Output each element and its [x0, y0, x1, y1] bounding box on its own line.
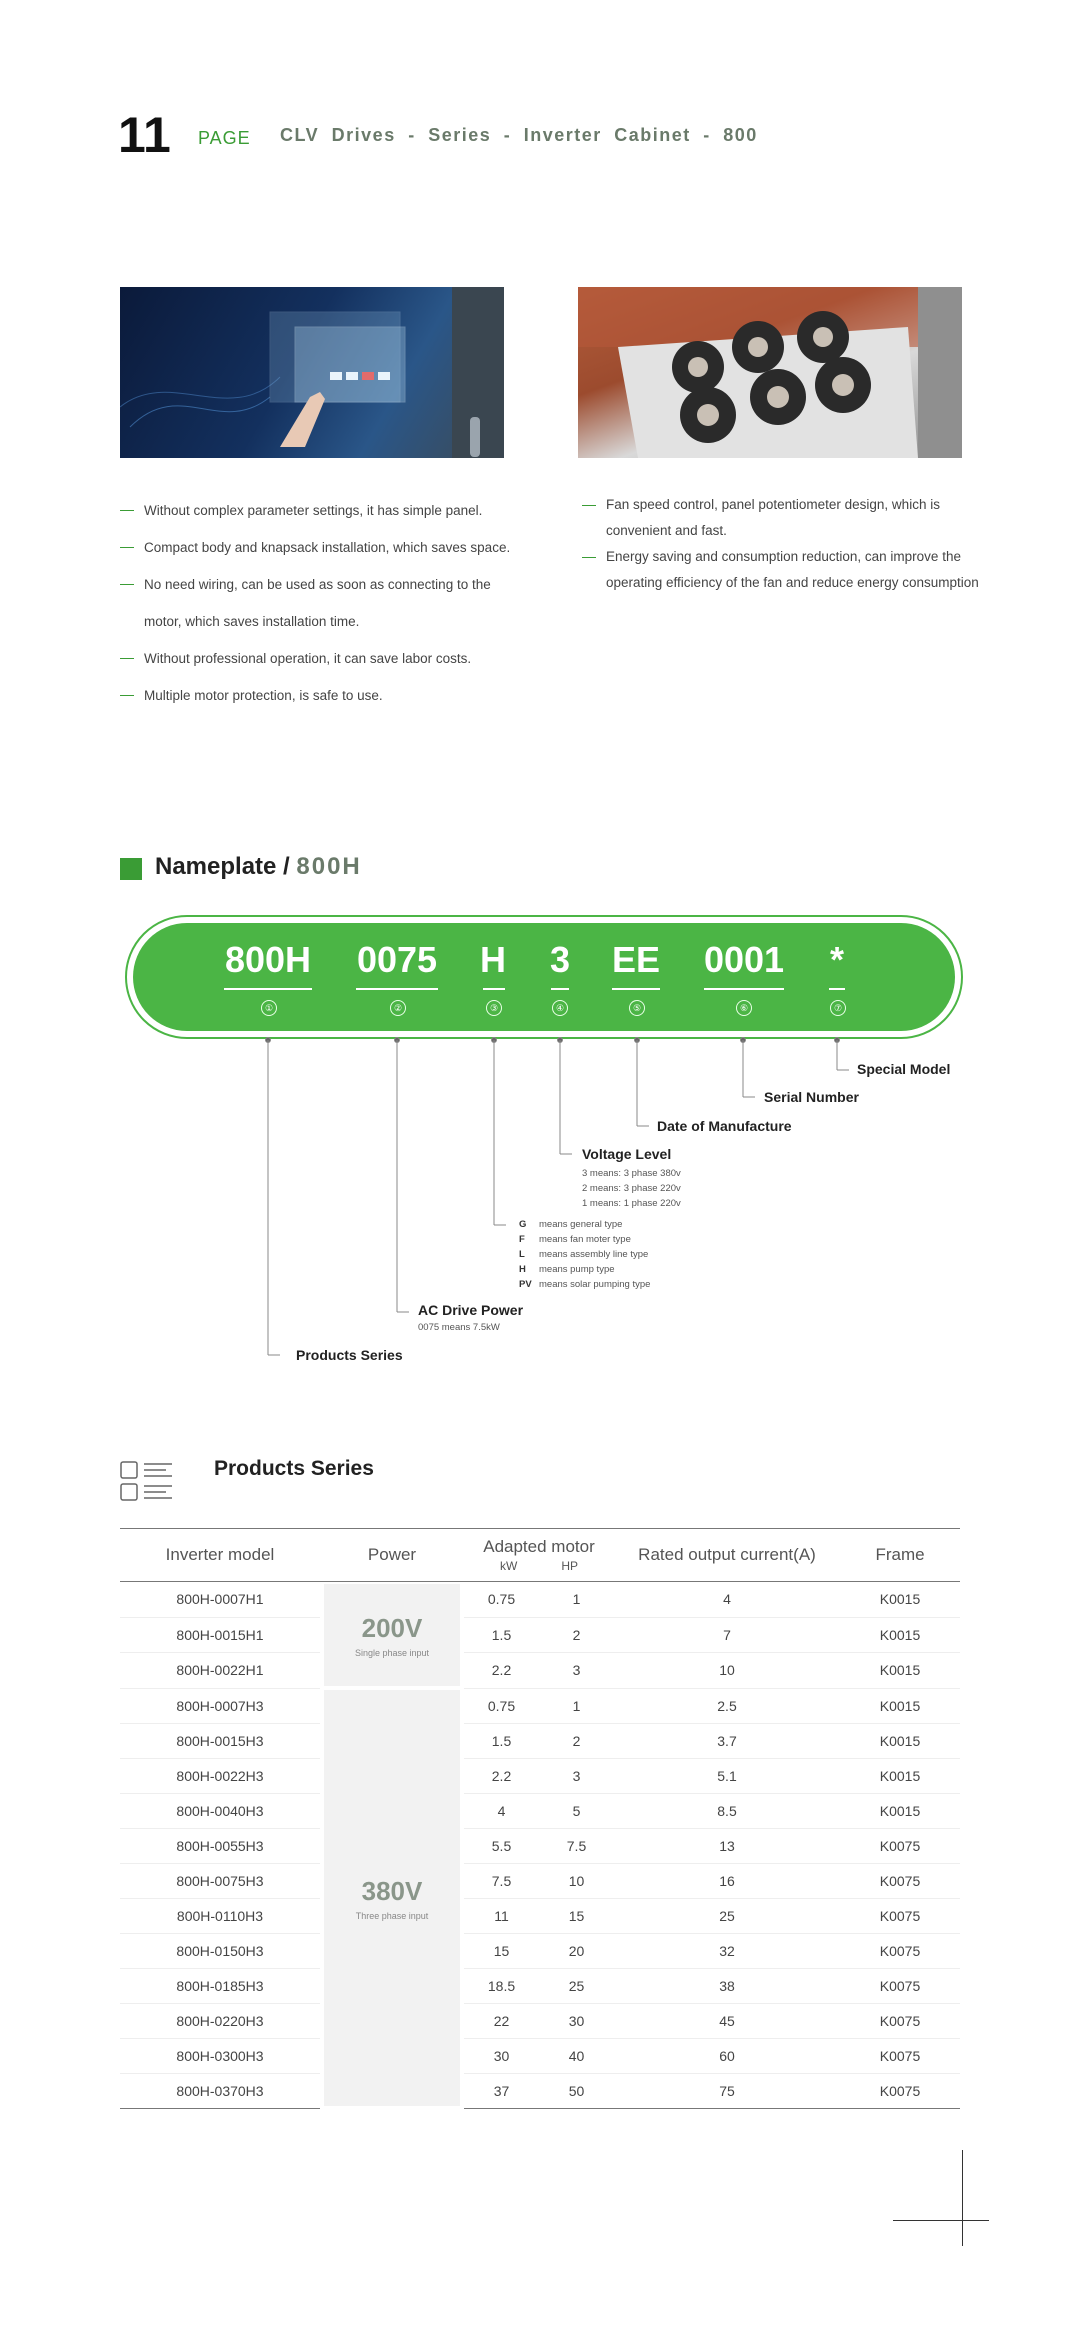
segment-underline — [356, 988, 438, 990]
table-row — [120, 1793, 960, 1828]
table-row — [120, 1828, 960, 1863]
cell-frame: K0075 — [840, 2038, 960, 2073]
label-serial-number: Serial Number — [764, 1089, 859, 1105]
cell-motor — [464, 1863, 614, 1898]
cell-motor — [464, 1758, 614, 1793]
feature-item: No need wiring, can be used as soon as connecting to the motor, which saves installation time. — [120, 566, 520, 640]
power-voltage: 200V — [361, 1612, 423, 1643]
segment-underline — [483, 988, 505, 990]
features-right-list — [582, 492, 982, 596]
cell-motor — [464, 1968, 614, 2003]
table-row — [120, 1863, 960, 1898]
label-ac-drive-power: AC Drive Power — [418, 1302, 524, 1318]
cooling-fans-photo — [578, 287, 962, 458]
cell-kw: 18.5 — [487, 1977, 516, 1994]
cell-frame: K0015 — [840, 1723, 960, 1758]
table-row — [120, 2038, 960, 2073]
cell-current: 13 — [614, 1828, 840, 1863]
power-group-box — [324, 1690, 460, 2106]
cell-current: 5.1 — [614, 1758, 840, 1793]
cell-model: 800H-0370H3 — [120, 2073, 320, 2108]
table-row — [120, 2073, 960, 2108]
cell-model: 800H-0022H3 — [120, 1758, 320, 1793]
cell-current: 45 — [614, 2003, 840, 2038]
type-desc: means pump type — [539, 1264, 615, 1275]
power-input-type: Three phase input — [355, 1910, 429, 1921]
cell-motor — [464, 1688, 614, 1723]
page-label: PAGE — [198, 128, 251, 148]
table-row — [120, 1653, 960, 1689]
power-voltage: 380V — [361, 1875, 423, 1906]
cell-model: 800H-0040H3 — [120, 1793, 320, 1828]
voltage-note: 3 means: 3 phase 380v — [582, 1168, 681, 1179]
cell-model: 800H-0150H3 — [120, 1933, 320, 1968]
cell-motor — [464, 1617, 614, 1653]
cell-kw: 1.5 — [491, 1732, 512, 1749]
col-header-hp: HP — [561, 1559, 578, 1573]
voltage-note: 1 means: 1 phase 220v — [582, 1198, 681, 1209]
power-group-cell — [320, 1582, 464, 1689]
type-code: G — [519, 1219, 527, 1230]
cell-motor — [464, 1723, 614, 1758]
list-icon — [120, 1460, 180, 1504]
cell-kw: 4 — [497, 1802, 506, 1819]
cell-motor — [464, 1898, 614, 1933]
cell-frame: K0075 — [840, 1828, 960, 1863]
cell-motor — [464, 2038, 614, 2073]
segment-number: ③ — [486, 1000, 502, 1016]
cell-current: 2.5 — [614, 1688, 840, 1723]
cell-hp: 2 — [572, 1626, 581, 1643]
feature-item: Multiple motor protection, is safe to use. — [120, 677, 520, 714]
type-code: PV — [519, 1279, 532, 1290]
type-desc: means fan moter type — [539, 1234, 631, 1245]
cell-frame: K0015 — [840, 1793, 960, 1828]
cell-hp: 10 — [568, 1872, 585, 1889]
segment-underline — [704, 988, 784, 990]
cell-model: 800H-0007H3 — [120, 1688, 320, 1723]
cell-current: 7 — [614, 1617, 840, 1653]
feature-item: Without professional operation, it can save labor costs. — [120, 640, 520, 677]
table-row — [120, 1617, 960, 1653]
cell-hp: 7.5 — [566, 1837, 587, 1854]
cell-hp: 15 — [568, 1907, 585, 1924]
cell-hp: 3 — [572, 1767, 581, 1784]
page-number: 11 — [118, 107, 171, 163]
cell-model: 800H-0110H3 — [120, 1898, 320, 1933]
cell-frame: K0015 — [840, 1758, 960, 1793]
feature-item: Fan speed control, panel potentiometer design, which is convenient and fast. — [582, 492, 982, 544]
cell-kw: 2.2 — [491, 1662, 512, 1679]
segment-number: ⑦ — [830, 1000, 846, 1016]
cell-model: 800H-0015H1 — [120, 1617, 320, 1653]
col-header-frame: Frame — [840, 1529, 960, 1582]
voltage-notes — [582, 1166, 681, 1211]
feature-item: Energy saving and consumption reduction, can improve the operating efficiency of the fan and reduce energy consumption — [582, 544, 982, 596]
cell-frame: K0075 — [840, 2073, 960, 2108]
cell-hp: 50 — [568, 2082, 585, 2099]
cell-current: 32 — [614, 1933, 840, 1968]
products-series-title: Products Series — [214, 1457, 374, 1480]
cell-current: 16 — [614, 1863, 840, 1898]
section-marker-icon — [120, 858, 142, 880]
nameplate-title — [155, 853, 362, 881]
col-header-power: Power — [320, 1529, 464, 1582]
power-group-box — [324, 1584, 460, 1686]
feature-item: Without complex parameter settings, it has simple panel. — [120, 492, 520, 529]
table-row — [120, 1968, 960, 2003]
type-code: F — [519, 1234, 525, 1245]
cell-motor — [464, 2003, 614, 2038]
control-panel-photo — [120, 287, 504, 458]
segment-number: ① — [261, 1000, 277, 1016]
segment-code: 3 — [549, 939, 571, 980]
segment-number: ② — [390, 1000, 406, 1016]
segment-code: 0075 — [356, 939, 438, 980]
type-code: H — [519, 1264, 526, 1275]
label-products-series: Products Series — [296, 1347, 403, 1363]
cell-frame: K0015 — [840, 1582, 960, 1618]
cell-current: 8.5 — [614, 1793, 840, 1828]
label-date-of-manufacture: Date of Manufacture — [657, 1118, 792, 1134]
voltage-note: 2 means: 3 phase 220v — [582, 1183, 681, 1194]
cell-frame: K0015 — [840, 1617, 960, 1653]
cell-frame: K0075 — [840, 1863, 960, 1898]
cell-current: 10 — [614, 1653, 840, 1689]
cell-current: 4 — [614, 1582, 840, 1618]
cell-hp: 25 — [568, 1977, 585, 1994]
cell-model: 800H-0220H3 — [120, 2003, 320, 2038]
cell-model: 800H-0055H3 — [120, 1828, 320, 1863]
cell-hp: 20 — [568, 1942, 585, 1959]
feature-item: Compact body and knapsack installation, which saves space. — [120, 529, 520, 566]
table-row — [120, 1933, 960, 1968]
label-voltage-level: Voltage Level — [582, 1146, 672, 1162]
cell-current: 60 — [614, 2038, 840, 2073]
cell-kw: 11 — [494, 1907, 509, 1924]
cell-frame: K0075 — [840, 1968, 960, 2003]
type-code-table — [519, 1217, 656, 1292]
cell-hp: 1 — [572, 1697, 581, 1714]
segment-code: * — [829, 939, 844, 980]
cell-kw: 5.5 — [491, 1837, 512, 1854]
cell-kw: 30 — [493, 2047, 510, 2064]
nameplate-model: 800H — [296, 853, 362, 880]
table-row — [120, 1723, 960, 1758]
segment-code: H — [480, 939, 506, 980]
cell-motor — [464, 1793, 614, 1828]
segment-code: 800H — [224, 939, 312, 980]
corner-mark — [962, 2150, 963, 2246]
segment-code: EE — [611, 939, 661, 980]
cell-hp: 5 — [572, 1802, 581, 1819]
cell-motor — [464, 2073, 614, 2108]
col-header-model: Inverter model — [120, 1529, 320, 1582]
leader-lines — [0, 1030, 1080, 1370]
segment-number: ④ — [552, 1000, 568, 1016]
cell-kw: 0.75 — [487, 1697, 516, 1714]
table-row — [120, 1758, 960, 1793]
label-special-model: Special Model — [857, 1061, 951, 1077]
cell-motor — [464, 1828, 614, 1863]
cell-kw: 37 — [493, 2082, 510, 2099]
segment-underline — [612, 988, 660, 990]
cell-current: 3.7 — [614, 1723, 840, 1758]
cell-hp: 40 — [568, 2047, 585, 2064]
type-desc: means solar pumping type — [539, 1279, 651, 1290]
table-row — [120, 1582, 960, 1618]
table-header-row — [120, 1529, 960, 1582]
cell-model: 800H-0185H3 — [120, 1968, 320, 2003]
cell-hp: 2 — [572, 1732, 581, 1749]
type-desc: means general type — [539, 1219, 623, 1230]
power-group-cell — [320, 1688, 464, 2108]
type-desc: means assembly line type — [539, 1249, 649, 1260]
cell-frame: K0075 — [840, 1898, 960, 1933]
cell-kw: 22 — [493, 2012, 510, 2029]
cell-hp: 1 — [572, 1591, 581, 1608]
cell-frame: K0075 — [840, 2003, 960, 2038]
cell-kw: 0.75 — [487, 1591, 516, 1608]
cell-current: 38 — [614, 1968, 840, 2003]
cell-hp: 3 — [572, 1662, 581, 1679]
cell-kw: 15 — [493, 1942, 510, 1959]
segment-number: ⑤ — [629, 1000, 645, 1016]
cell-frame: K0015 — [840, 1688, 960, 1723]
cell-model: 800H-0075H3 — [120, 1863, 320, 1898]
cell-model: 800H-0015H3 — [120, 1723, 320, 1758]
cell-model: 800H-0300H3 — [120, 2038, 320, 2073]
table-row — [120, 1688, 960, 1723]
cell-kw: 1.5 — [491, 1626, 512, 1643]
cell-hp: 30 — [568, 2012, 585, 2029]
type-code: L — [519, 1249, 525, 1260]
segment-code: 0001 — [703, 939, 785, 980]
table-row — [120, 1898, 960, 1933]
cell-model: 800H-0007H1 — [120, 1582, 320, 1618]
col-header-motor — [464, 1529, 614, 1582]
cell-frame: K0015 — [840, 1653, 960, 1689]
header-title: CLV Drives - Series - Inverter Cabinet - 800 — [280, 125, 758, 145]
cell-motor — [464, 1582, 614, 1618]
table-row — [120, 2003, 960, 2038]
cell-model: 800H-0022H1 — [120, 1653, 320, 1689]
motor-header-label: Adapted motor — [483, 1537, 595, 1556]
col-header-current: Rated output current(A) — [614, 1529, 840, 1582]
segment-number: ⑥ — [736, 1000, 752, 1016]
nameplate-title-text: Nameplate / — [155, 853, 290, 880]
cell-frame: K0075 — [840, 1933, 960, 1968]
cell-kw: 7.5 — [491, 1872, 512, 1889]
cell-motor — [464, 1653, 614, 1689]
segment-underline — [829, 988, 845, 990]
cell-current: 25 — [614, 1898, 840, 1933]
segment-underline — [551, 988, 569, 990]
cell-motor — [464, 1933, 614, 1968]
cell-current: 75 — [614, 2073, 840, 2108]
products-table — [120, 1528, 960, 2109]
features-left-list — [120, 492, 520, 714]
corner-mark — [893, 2220, 989, 2221]
segment-underline — [224, 988, 312, 990]
ac-drive-note: 0075 means 7.5kW — [418, 1322, 500, 1333]
cell-kw: 2.2 — [491, 1767, 512, 1784]
power-input-type: Single phase input — [354, 1647, 430, 1658]
col-header-kw: kW — [500, 1559, 518, 1573]
